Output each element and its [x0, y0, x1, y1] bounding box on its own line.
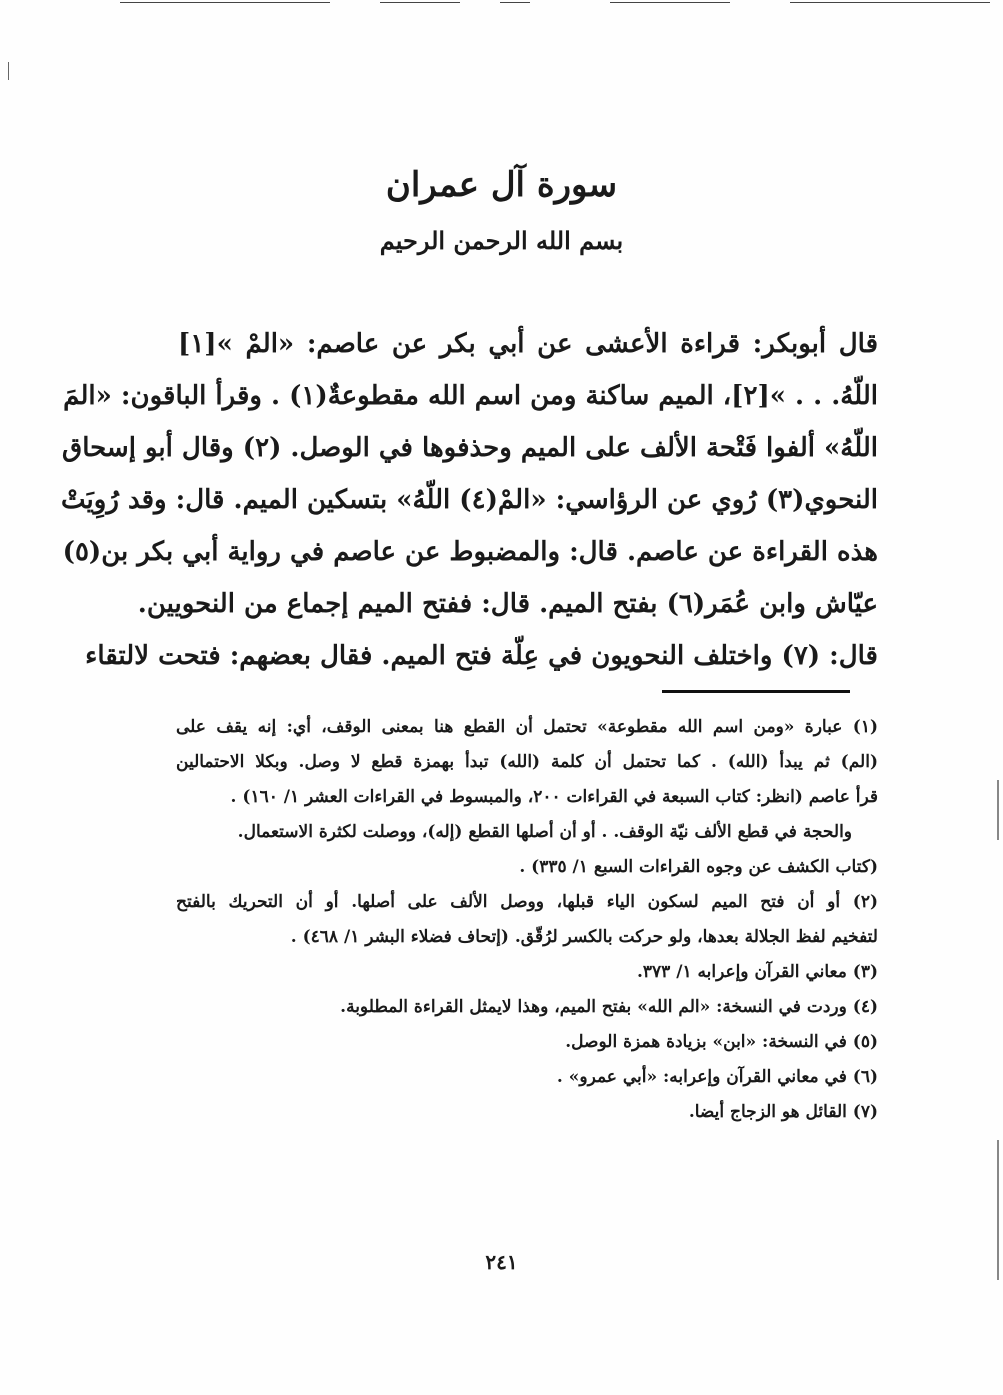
main-text-line: النحوي(٣) رُوي عن الرؤاسي: «المْ(٤) اللّهُ» بتسكين الميم. قال: وقد رُوِيَتْ: [61, 485, 878, 515]
basmala: بسم الله الرحمن الرحيم: [379, 226, 624, 255]
footnote-separator: [662, 690, 850, 693]
surah-title: سورة آل عمران: [385, 165, 618, 205]
footnote-line: (٣) معاني القرآن وإعرابه ١/ ٣٧٣.: [636, 962, 878, 982]
footnote-line: (الم) ثم يبدأ (الله) . كما تحتمل أن كلمة (الله) تبدأ بهمزة قطع لا وصل. وبكلا الاحتمالين: [176, 752, 878, 772]
footnote-line: (٥) في النسخة: «ابن» بزيادة همزة الوصل.: [565, 1032, 878, 1052]
scan-top-rule: [500, 2, 530, 3]
scan-edge-mark: [8, 62, 9, 80]
footnote-line: (٧) القائل هو الزجاج أيضا.: [688, 1102, 878, 1122]
main-text-line: اللّهُ» ألفوا فَتْحة الألف على الميم وحذفوها في الوصل. (٢) وقال أبو إسحاق: [62, 433, 878, 463]
main-text-line: هذه القراءة عن عاصم. قال: والمضبوط عن عاصم في رواية أبي بكر بن(٥): [62, 537, 878, 567]
scan-top-rule: [120, 2, 330, 3]
footnote-line: (٢) أو أن فتح الميم لسكون الياء قبلها، ووصل الألف على أصلها. أو أن التحريك بالفتح: [176, 892, 878, 912]
main-text-line: قال أبوبكر: قراءة الأعشى عن أبي بكر عن عاصم: «المْ »[١]: [178, 329, 879, 359]
footnotes: [176, 710, 878, 1130]
footnote-line: والحجة في قطع الألف نيّة الوقف. . أو أن أصلها القطع (إله)، ووصلت لكثرة الاستعمال.: [237, 822, 852, 842]
scan-top-rule: [610, 2, 730, 3]
footnote-line: لتفخيم لفظ الجلالة بعدها، ولو حركت بالكسر لرُقّق. (إتحاف فضلاء البشر ١/ ٤٦٨) .: [290, 927, 878, 947]
footnote-line: (كتاب الكشف عن وجوه القراءات السبع ١/ ٣٣٥) .: [519, 857, 878, 877]
main-text-line: قال: (٧) واختلف النحويون في عِلّة فتح الميم. فقال بعضهم: فتحت لالتقاء: [85, 641, 878, 671]
footnote-line: قرأ عاصم (انظر: كتاب السبعة في القراءات ٢٠٠، والمبسوط في القراءات العشر ١/ ١٦٠) .: [230, 787, 878, 807]
scan-edge-mark: [997, 780, 999, 840]
main-text-line: عيّاش وابن عُمَر(٦) بفتح الميم. قال: ففتح الميم إجماع من النحويين.: [137, 589, 878, 619]
main-text-line: اللّهُ. . . »[٢]، الميم ساكنة ومن اسم الله مقطوعةٌ(١) . وقرأ الباقون: «المَ: [63, 381, 878, 411]
main-text: [61, 318, 879, 682]
footnote-line: (١) عبارة «ومن اسم الله مقطوعة» تحتمل أن القطع هنا بمعنى الوقف، أي: إنه يقف على: [176, 717, 878, 737]
page-number: ٢٤١: [485, 1250, 518, 1274]
footnote-line: (٦) في معاني القرآن وإعرابه: «أبي عمرو» .: [556, 1067, 878, 1087]
footnote-line: (٤) وردت في النسخة: «الم الله» بفتح الميم، وهذا لايمثل القراءة المطلوبة.: [340, 997, 878, 1017]
scan-top-rule: [380, 2, 460, 3]
scan-top-rule: [790, 2, 990, 3]
